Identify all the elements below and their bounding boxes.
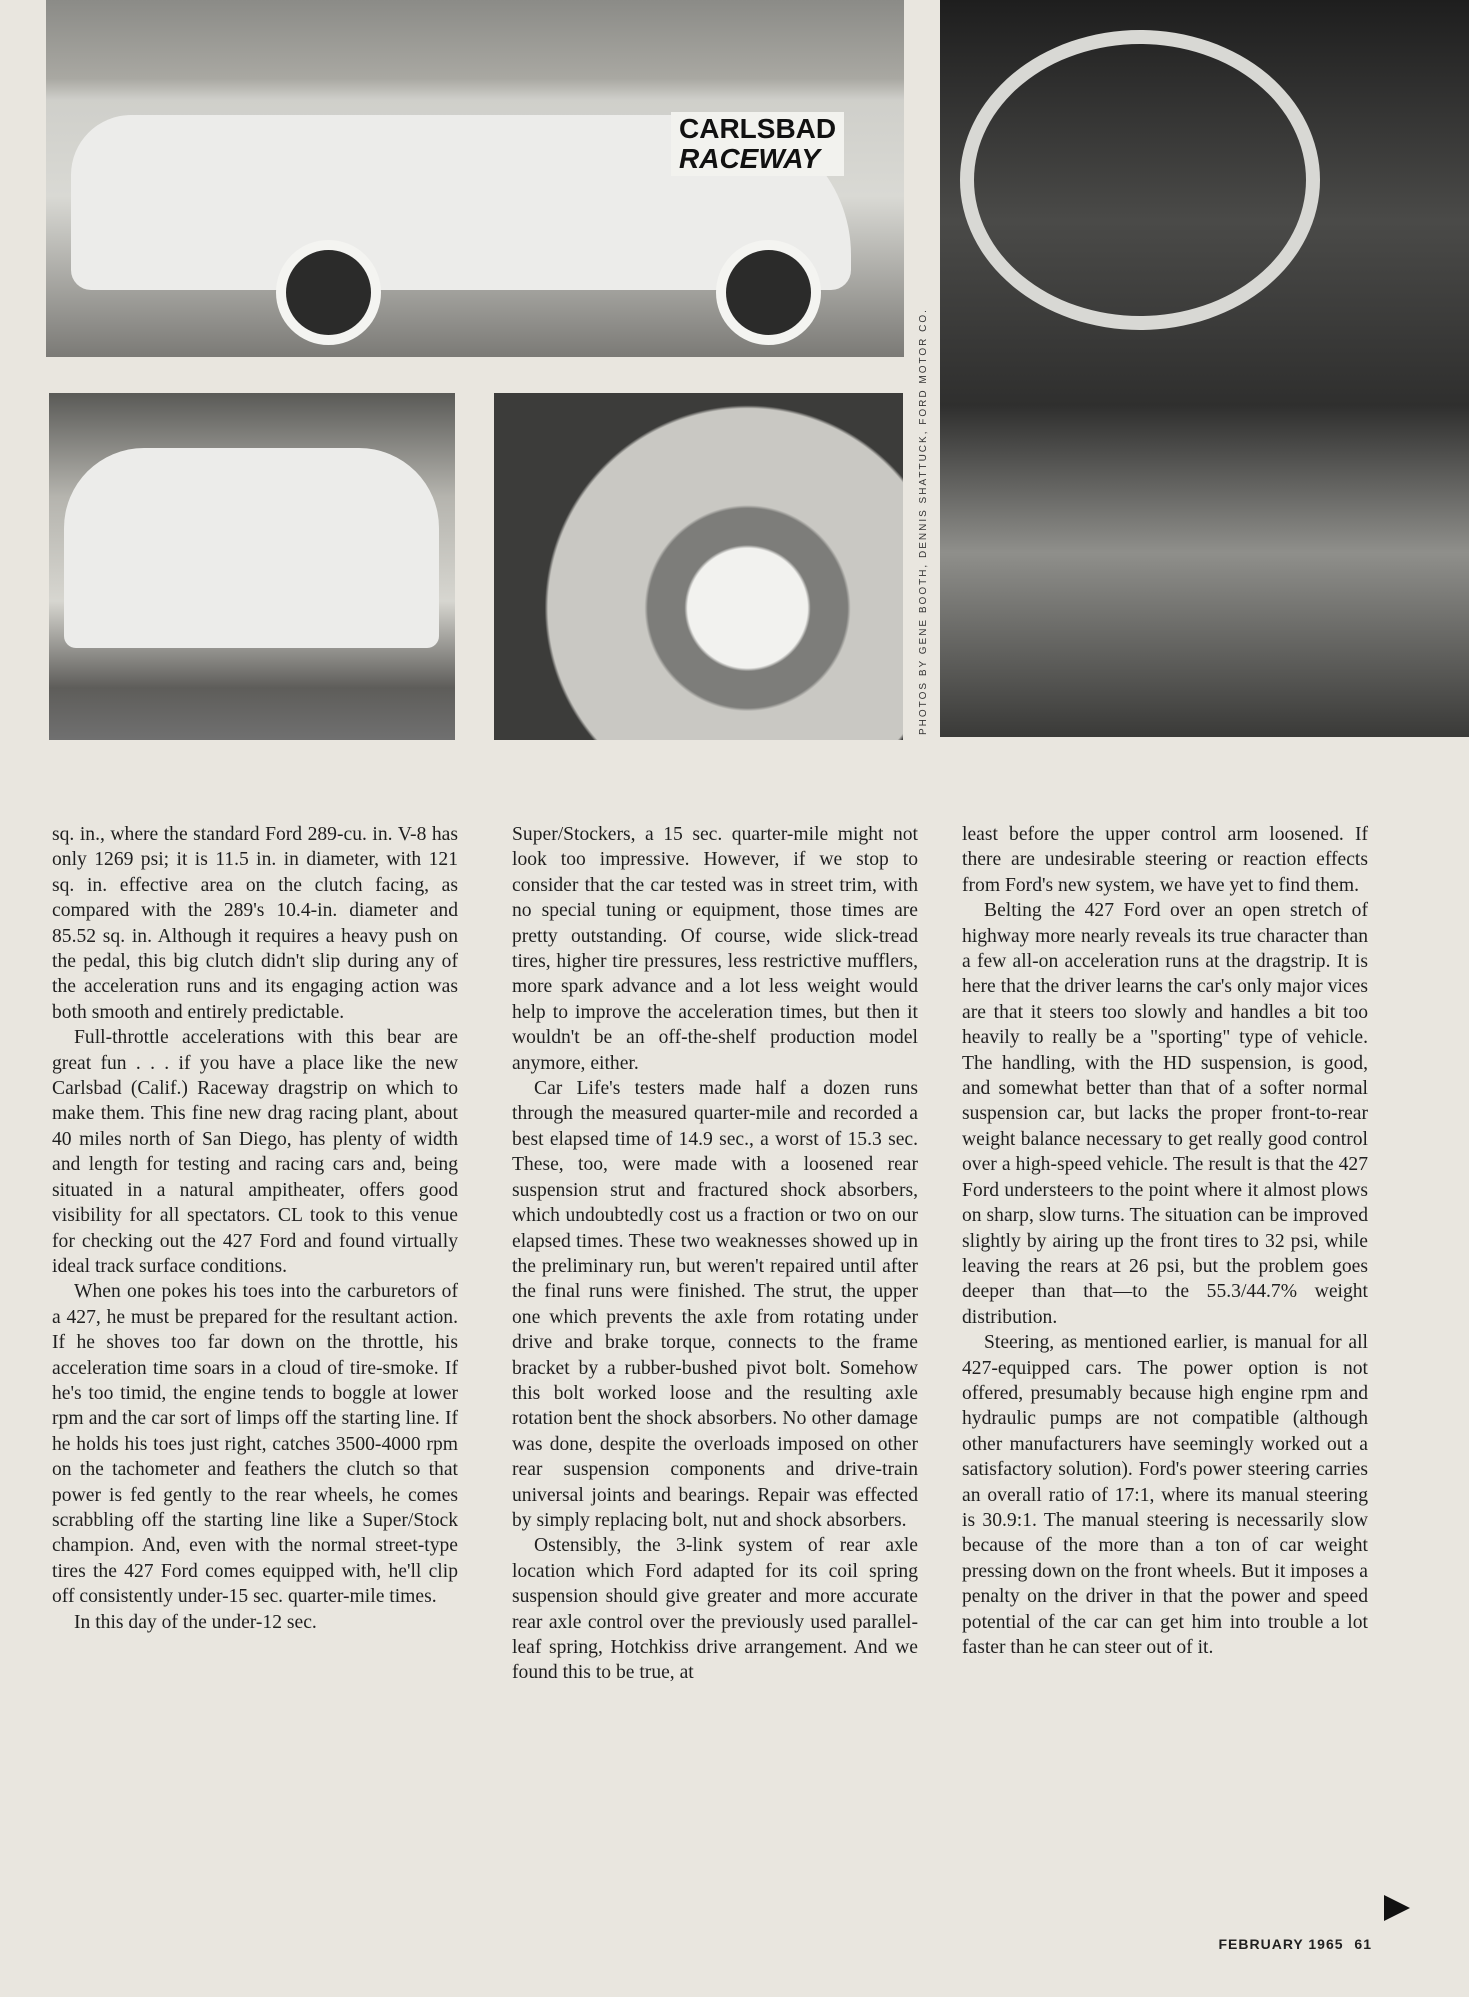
paragraph: least before the upper control arm loosened. If there are undesirable steering or reaction effects from Ford's new system, we have yet to find them. — [962, 824, 1368, 896]
paragraph: Ostensibly, the 3-link system of rear axle location which Ford adapted for its coil spring suspension should give greater and more accurate rear axle control over the previously used parallel-leaf spring, Hotchkiss drive arrangement. And we found this to be true, at — [512, 1535, 918, 1684]
photo-car-side-carlsbad — [46, 0, 904, 357]
paragraph: Super/Stockers, a 15 sec. quarter-mile might not look too impressive. However, if we stop to consider that the car tested was in street trim, with no special tuning or equipment, those times are pretty outstanding. Of course, wide slick-tread tires, higher tire pressures, less restrictive mufflers, more spark advance and a lot less weight would help to improve the acceleration times, but then it wouldn't be an off-the-shelf production model anymore, either. — [512, 824, 918, 1074]
page-number: 61 — [1354, 1936, 1372, 1952]
sign-line-1: CARLSBAD — [679, 113, 837, 144]
article-column-2 — [512, 822, 918, 1686]
photo-wire-wheel — [494, 393, 903, 740]
page-footer — [1218, 1936, 1372, 1952]
paragraph: In this day of the under-12 sec. — [74, 1611, 317, 1633]
photo-car-rear — [49, 393, 455, 740]
article-column-1 — [52, 822, 458, 1635]
photo-dashboard-interior — [940, 0, 1469, 737]
rear-wheel — [716, 240, 821, 345]
sign-line-2: RACEWAY — [679, 143, 821, 174]
issue-date: FEBRUARY 1965 — [1218, 1936, 1344, 1952]
continue-arrow-icon — [1384, 1895, 1410, 1921]
photo-credit: PHOTOS BY GENE BOOTH, DENNIS SHATTUCK, FORD MOTOR CO. — [918, 308, 929, 735]
paragraph: Car Life's testers made half a dozen runs through the measured quarter-mile and recorded a best elapsed time of 14.9 sec., a worst of 15.3 sec. These, too, were made with a loosened rear suspension strut and fractured shock absorbers, which undoubtedly cost us a fraction or two on our elapsed times. These two weaknesses showed up in the preliminary run, but weren't repaired until after the final runs were finished. The strut, the upper one which prevents the axle from rotating under drive and brake torque, connects to the frame bracket by a rubber-bushed pivot bolt. Somehow this bolt worked loose and the resulting axle rotation bent the shock absorbers. No other damage was done, despite the overloads imposed on other rear suspension components and drive-train universal joints and bearings. Repair was effected by simply replacing bolt, nut and shock absorbers. — [512, 1078, 918, 1531]
front-wheel — [276, 240, 381, 345]
steering-wheel-shape — [960, 30, 1320, 330]
paragraph: When one pokes his toes into the carburetors of a 427, he must be prepared for the resultant action. If he shoves too far down on the throttle, his acceleration time soars in a cloud of tire-smoke. If he's too timid, the engine tends to boggle at lower rpm and the car sort of limps off the starting line. If he holds his toes just right, catches 3500-4000 rpm on the tachometer and feathers the clutch so that power is fed gently to the rear wheels, he comes scrabbling off the starting line like a Super/Stock champion. And, even with the normal street-type tires the 427 Ford comes equipped with, he'll clip off consistently under-15 sec. quarter-mile times. — [52, 1281, 458, 1608]
paragraph: Belting the 427 Ford over an open stretch of highway more nearly reveals its true character than a few all-on acceleration runs at the dragstrip. It is here that the driver learns the car's only major vices are that it steers too slowly and handles a bit too heavily to really be a "sporting" type of vehicle. The handling, with the HD suspension, is good, and somewhat better than that of a softer normal suspension car, but lacks the proper front-to-rear weight balance necessary to get really good control over a high-speed vehicle. The result is that the 427 Ford understeers to the point where it almost plows on sharp, slow turns. The situation can be improved slightly by airing up the front tires to 32 psi, while leaving the rears at 26 psi, but the problem goes deeper than that—to the 55.3/44.7% weight distribution. — [962, 900, 1368, 1328]
paragraph: Full-throttle accelerations with this bear are great fun . . . if you have a place like the new Carlsbad (Calif.) Raceway dragstrip on which to make them. This fine new drag racing plant, about 40 miles north of San Diego, has plenty of width and length for testing and racing cars and, being situated in a natural ampitheater, offers good visibility for all spectators. CL took to this venue for checking out the 427 Ford and found virtually ideal track surface conditions. — [52, 1027, 458, 1277]
paragraph: sq. in., where the standard Ford 289-cu. in. V-8 has only 1269 psi; it is 11.5 in. in diameter, with 121 sq. in. effective area on the clutch facing, as compared with the 289's 10.4-in. diameter and 85.52 sq. in. Although it requires a heavy push on the pedal, this big clutch didn't slip during any of the acceleration runs and its engaging action was both smooth and entirely predictable. — [52, 824, 458, 1023]
car-rear-shape — [64, 448, 439, 648]
article-column-3 — [962, 822, 1368, 1660]
paragraph: Steering, as mentioned earlier, is manual for all 427-equipped cars. The power option is not offered, presumably because high engine rpm and hydraulic pumps are not compatible (although other manufacturers have seemingly worked out a satisfactory solution). Ford's power steering carries an overall ratio of 17:1, where its manual steering is 30.9:1. The manual steering is necessarily slow because of the more than a ton of car weight pressing down on the front wheels. But it imposes a penalty on the driver in that the power and speed potential of the car can get him into trouble a lot faster than he can steer out of it. — [962, 1332, 1368, 1658]
carlsbad-raceway-sign — [671, 112, 844, 176]
